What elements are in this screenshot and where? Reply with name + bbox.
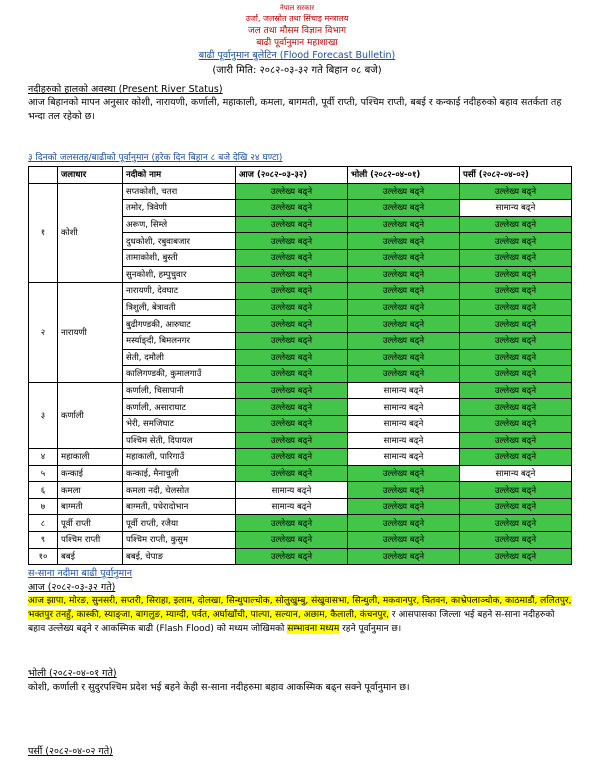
forecast-today: उल्लेख्य बढ्ने: [236, 532, 348, 549]
basin-number: ६: [29, 482, 58, 499]
forecast-day3: उल्लेख्य बढ्ने: [460, 349, 572, 366]
forecast-tomorrow: उल्लेख्य बढ्ने: [348, 216, 460, 233]
forecast-today: उल्लेख्य बढ्ने: [236, 382, 348, 399]
river-name: दुधकोशी, रबुवाबजार: [123, 233, 236, 250]
bulletin-title: बाढी पूर्वानुमान बुलेटिन (Flood Forecast Bulletin): [198, 50, 396, 61]
basin-name: कमला: [58, 482, 123, 499]
basin-number: ४: [29, 449, 58, 466]
forecast-day3: उल्लेख्य बढ्ने: [460, 482, 572, 499]
forecast-tomorrow: उल्लेख्य बढ्ने: [348, 532, 460, 549]
forecast-day3: उल्लेख्य बढ्ने: [460, 515, 572, 532]
forecast-day3: उल्लेख्य बढ्ने: [460, 183, 572, 200]
col-header-basin: जलाधार: [58, 167, 123, 184]
basin-name: नारायणी: [58, 283, 123, 383]
forecast-day3: उल्लेख्य बढ्ने: [460, 266, 572, 283]
small-rivers-tomorrow-label: भोली (२०८२-०४-०१ गते): [28, 668, 117, 679]
forecast-tomorrow: उल्लेख्य बढ्ने: [348, 498, 460, 515]
table-row: [29, 482, 572, 499]
forecast-today: उल्लेख्य बढ्ने: [236, 432, 348, 449]
basin-name: कर्णाली: [58, 382, 123, 448]
col-header-river: नदीको नाम: [123, 167, 236, 184]
small-rivers-today-text: [28, 594, 572, 636]
river-name: बबई, चेपाङ: [123, 548, 236, 565]
forecast-today: सामान्य बढ्ने: [236, 482, 348, 499]
small-rivers-today-label: आज (२०८२-०३-३२ गते): [28, 582, 116, 593]
highlighted-districts: आज झापा, मोरङ, सुनसरी, सप्तरी, सिराहा, इलाम, दोलखा, सिन्धुपाल्चोक, सोलुखुम्बु, संखुवासभा, सिन्धुली, मकवानपुर, चितवन, काभ्रेपलाञ्चोक, काठमाडौं, ललितपुर, भक्तपुर तनहुँ, कास्की, स्याङ्जा, बागलुङ, म्याग्दी, पर्वत, अर्घाखाँची, पाल्पा, सल्यान, अछाम, कैलाली, कंचनपुर,: [28, 596, 572, 620]
forecast-day3: उल्लेख्य बढ्ने: [460, 299, 572, 316]
forecast-tomorrow: उल्लेख्य बढ्ने: [348, 283, 460, 300]
river-name: कमला नदी, चेलसोत: [123, 482, 236, 499]
river-name: कर्णाली, असाराघाट: [123, 399, 236, 416]
forecast-tomorrow: सामान्य बढ्ने: [348, 399, 460, 416]
forecast-tomorrow: उल्लेख्य बढ्ने: [348, 349, 460, 366]
river-name: पश्चिम राप्ती, कुसुम: [123, 532, 236, 549]
basin-name: बबई: [58, 548, 123, 565]
forecast-tomorrow: सामान्य बढ्ने: [348, 415, 460, 432]
forecast-tomorrow: उल्लेख्य बढ्ने: [348, 233, 460, 250]
table-row: [29, 515, 572, 532]
org-line-government: नेपाल सरकार: [279, 4, 315, 12]
forecast-table: [28, 166, 572, 565]
river-name: मर्स्याङ्दी, बिमलनगर: [123, 332, 236, 349]
forecast-day3: उल्लेख्य बढ्ने: [460, 415, 572, 432]
river-name: महाकाली, पारिगाउँ: [123, 449, 236, 466]
forecast-day3: सामान्य बढ्ने: [460, 465, 572, 482]
forecast-today: उल्लेख्य बढ्ने: [236, 283, 348, 300]
basin-name: बाग्मती: [58, 498, 123, 515]
forecast-tomorrow: उल्लेख्य बढ्ने: [348, 183, 460, 200]
basin-name: कोशी: [58, 183, 123, 283]
river-name: बुढीगण्डकी, आरुघाट: [123, 316, 236, 333]
table-row: [29, 449, 572, 466]
forecast-tomorrow: उल्लेख्य बढ्ने: [348, 515, 460, 532]
basin-number: ८: [29, 515, 58, 532]
river-name: पश्चिम सेती, दिपायल: [123, 432, 236, 449]
forecast-day3: उल्लेख्य बढ्ने: [460, 498, 572, 515]
forecast-tomorrow: उल्लेख्य बढ्ने: [348, 266, 460, 283]
org-line-division: बाढी पूर्वानुमान महाशाखा: [256, 38, 338, 48]
basin-number: ३: [29, 382, 58, 448]
table-row: [29, 548, 572, 565]
forecast-day3: उल्लेख्य बढ्ने: [460, 449, 572, 466]
basin-number: ५: [29, 465, 58, 482]
forecast-today: उल्लेख्य बढ्ने: [236, 449, 348, 466]
small-rivers-tomorrow-text: कोशी, कर्णाली र सुदुरपश्चिम प्रदेश भई बहने केही स-साना नदीहरुमा बहाव आकस्मिक बढ्न सक्ने पूर्वानुमान छ।: [28, 682, 410, 693]
table-header-row: [29, 167, 572, 184]
river-name: बाग्मती, पधेरादोभान: [123, 498, 236, 515]
forecast-tomorrow: उल्लेख्य बढ्ने: [348, 200, 460, 217]
forecast-today: सामान्य बढ्ने: [236, 498, 348, 515]
table-row: [29, 498, 572, 515]
today-text-part1: र आसपासका जिल्ला भई बहने स-साना नदीहरुको बहाव उल्लेख्य बढ्ने र आकस्मिक बाढी (Flash Flood) को मध्यम जोखिमको: [28, 610, 555, 634]
river-name: कर्णाली, चिसापानी: [123, 382, 236, 399]
forecast-today: उल्लेख्य बढ्ने: [236, 548, 348, 565]
river-name: कन्काई, मैनाचुली: [123, 465, 236, 482]
forecast-day3: सामान्य बढ्ने: [460, 200, 572, 217]
forecast-heading: ३ दिनको जलसतह/बाढीको पूर्वानुमान (हरेक दिन बिहान ८ बजे देखि २४ घण्टा): [28, 153, 283, 163]
forecast-today: उल्लेख्य बढ्ने: [236, 266, 348, 283]
forecast-tomorrow: उल्लेख्य बढ्ने: [348, 465, 460, 482]
forecast-today: उल्लेख्य बढ्ने: [236, 515, 348, 532]
river-name: भेरी, समजिघाट: [123, 415, 236, 432]
col-header-today: आज (२०८२-०३-३२): [236, 167, 348, 184]
col-header-number: [29, 167, 58, 184]
forecast-today: उल्लेख्य बढ्ने: [236, 465, 348, 482]
forecast-today: उल्लेख्य बढ्ने: [236, 183, 348, 200]
river-name: सुनकोशी, हम्पुचुवार: [123, 266, 236, 283]
forecast-tomorrow: सामान्य बढ्ने: [348, 449, 460, 466]
present-status-heading: नदीहरुको हालको अवस्था (Present River Status): [28, 84, 223, 95]
basin-number: १: [29, 183, 58, 283]
river-name: अरूण, सिम्ले: [123, 216, 236, 233]
forecast-today: उल्लेख्य बढ्ने: [236, 299, 348, 316]
small-rivers-heading: स-साना नदीमा बाढी पूर्वानुमान: [28, 568, 132, 579]
river-name: सेती, दमौली: [123, 349, 236, 366]
forecast-day3: उल्लेख्य बढ्ने: [460, 249, 572, 266]
col-header-tomorrow: भोली (२०८२-०४-०१): [348, 167, 460, 184]
forecast-tomorrow: सामान्य बढ्ने: [348, 432, 460, 449]
forecast-today: उल्लेख्य बढ्ने: [236, 366, 348, 383]
basin-name: महाकाली: [58, 449, 123, 466]
forecast-tomorrow: उल्लेख्य बढ्ने: [348, 482, 460, 499]
org-line-ministry: उर्जा, जलस्रोत तथा सिंचाइ मन्त्रालय: [245, 14, 349, 23]
forecast-today: उल्लेख्य बढ्ने: [236, 233, 348, 250]
forecast-today: उल्लेख्य बढ्ने: [236, 415, 348, 432]
forecast-day3: उल्लेख्य बढ्ने: [460, 399, 572, 416]
forecast-tomorrow: उल्लेख्य बढ्ने: [348, 249, 460, 266]
present-status-text: आज बिहानको मापन अनुसार कोशी, नारायणी, कर्णाली, महाकाली, कमला, बागमती, पूर्वी राप्ती, पश्चिम राप्ती, बबई र कन्काई नदीहरुको बहाव सतर्कता तह भन्दा तल रहेको छ।: [28, 97, 562, 122]
small-rivers-day3-label: पर्सी (२०८२-०४-०२ गते): [28, 746, 113, 757]
table-row: [29, 532, 572, 549]
table-row: [29, 382, 572, 399]
forecast-tomorrow: उल्लेख्य बढ्ने: [348, 548, 460, 565]
forecast-day3: उल्लेख्य बढ्ने: [460, 548, 572, 565]
river-name: तामाकोशी, बुस्ती: [123, 249, 236, 266]
highlighted-probability: सम्भावना मध्यम: [287, 624, 340, 634]
forecast-today: उल्लेख्य बढ्ने: [236, 349, 348, 366]
forecast-today: उल्लेख्य बढ्ने: [236, 200, 348, 217]
forecast-tomorrow: सामान्य बढ्ने: [348, 382, 460, 399]
basin-name: कन्काई: [58, 465, 123, 482]
forecast-tomorrow: उल्लेख्य बढ्ने: [348, 366, 460, 383]
forecast-day3: उल्लेख्य बढ्ने: [460, 216, 572, 233]
basin-number: २: [29, 283, 58, 383]
basin-name: पूर्वी राप्ती: [58, 515, 123, 532]
forecast-today: उल्लेख्य बढ्ने: [236, 249, 348, 266]
today-text-part2: रहने पूर्वानुमान छ।: [339, 624, 402, 634]
forecast-tomorrow: उल्लेख्य बढ्ने: [348, 316, 460, 333]
forecast-day3: उल्लेख्य बढ्ने: [460, 316, 572, 333]
river-name: पूर्वी राप्ती, रजैया: [123, 515, 236, 532]
issue-date: (जारी मिति: २०८२-०३-३२ गते बिहान ०८ बजे): [212, 65, 382, 76]
forecast-day3: उल्लेख्य बढ्ने: [460, 532, 572, 549]
forecast-table-body: [29, 183, 572, 565]
basin-number: १०: [29, 548, 58, 565]
org-line-department: जल तथा मौसम विज्ञान विभाग: [247, 26, 347, 36]
col-header-day3: पर्सी (२०८२-०४-०२): [460, 167, 572, 184]
forecast-today: उल्लेख्य बढ्ने: [236, 399, 348, 416]
forecast-tomorrow: उल्लेख्य बढ्ने: [348, 299, 460, 316]
basin-name: पश्चिम राप्ती: [58, 532, 123, 549]
forecast-day3: उल्लेख्य बढ्ने: [460, 332, 572, 349]
river-name: तमोर, त्रिवेणी: [123, 200, 236, 217]
forecast-today: उल्लेख्य बढ्ने: [236, 216, 348, 233]
basin-number: ७: [29, 498, 58, 515]
river-name: सप्तकोशी, चतरा: [123, 183, 236, 200]
forecast-tomorrow: उल्लेख्य बढ्ने: [348, 332, 460, 349]
forecast-day3: उल्लेख्य बढ्ने: [460, 283, 572, 300]
table-row: [29, 283, 572, 300]
river-name: नारायणी, देवघाट: [123, 283, 236, 300]
river-name: त्रिशुली, बेत्रावती: [123, 299, 236, 316]
forecast-day3: उल्लेख्य बढ्ने: [460, 432, 572, 449]
river-name: कालिगण्डकी, कुमालगाउँ: [123, 366, 236, 383]
table-row: [29, 465, 572, 482]
basin-number: ९: [29, 532, 58, 549]
table-row: [29, 183, 572, 200]
forecast-day3: उल्लेख्य बढ्ने: [460, 382, 572, 399]
forecast-day3: उल्लेख्य बढ्ने: [460, 233, 572, 250]
forecast-today: उल्लेख्य बढ्ने: [236, 316, 348, 333]
forecast-day3: उल्लेख्य बढ्ने: [460, 366, 572, 383]
forecast-today: उल्लेख्य बढ्ने: [236, 332, 348, 349]
